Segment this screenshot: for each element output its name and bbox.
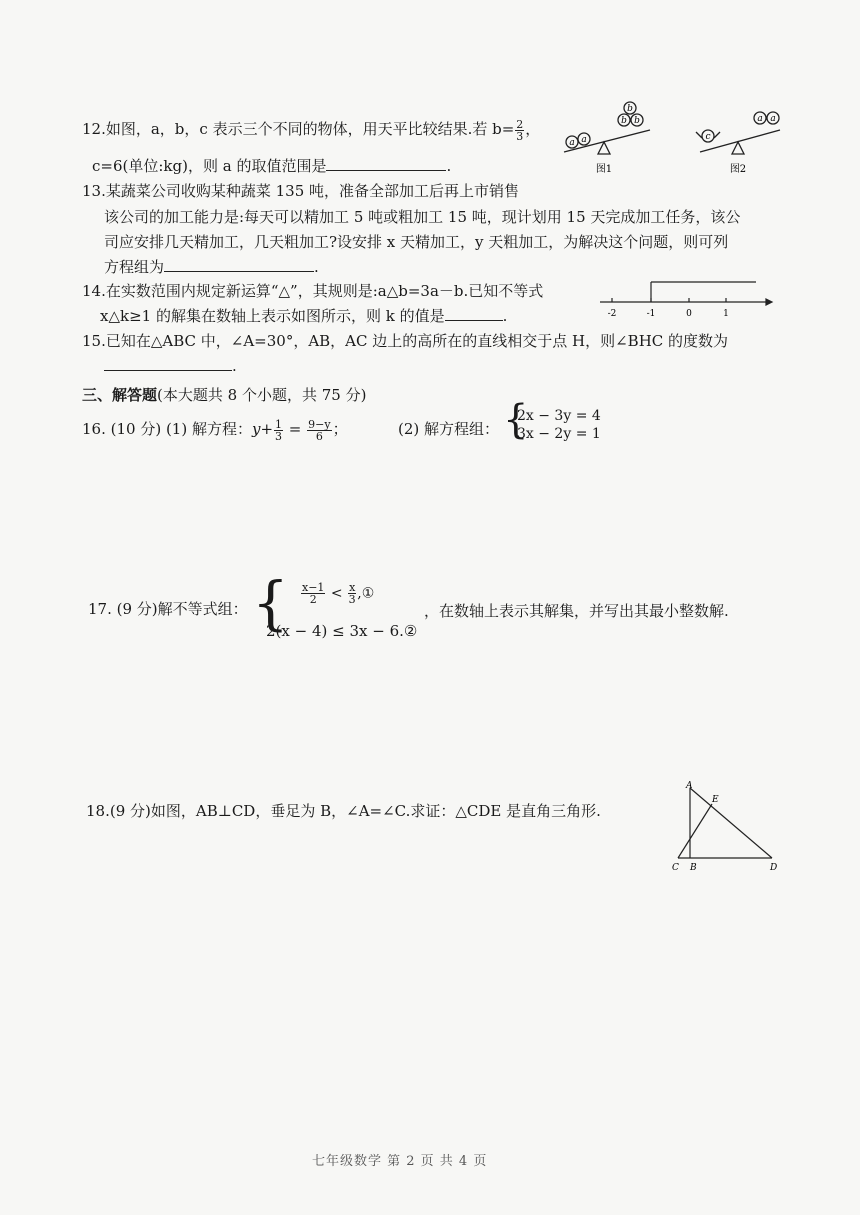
inequality-1: $\frac{x-1}{2}$ < $\frac{x}{3}$ ,①	[302, 581, 375, 606]
svg-text:b: b	[634, 116, 640, 126]
balance-figure-2	[688, 96, 798, 178]
q16-part1: 16. (10 分) (1) 解方程：y+ $\frac{1}{3}$ = $\frac{9-y}{6}$ ；	[82, 417, 348, 443]
svg-text:1: 1	[723, 309, 729, 319]
q15-line1: 15.已知在△ABC 中，∠A=30°，AB，AC 边上的高所在的直线相交于点 H，则∠BHC 的度数为	[82, 332, 729, 350]
svg-text:b: b	[621, 116, 627, 126]
number-line-q14	[596, 276, 776, 326]
svg-text:b: b	[627, 104, 633, 114]
q17-tail: ，在数轴上表示其解集，并写出其最小整数解.	[424, 602, 729, 620]
svg-text:a: a	[770, 114, 776, 124]
q12-text: 12.如图，a，b，c 表示三个不同的物体，用天平比较结果.若 b=	[82, 120, 515, 138]
fig2-caption: 图2	[729, 164, 747, 175]
system-brace: {	[503, 397, 529, 443]
svg-text:-2: -2	[607, 309, 617, 319]
svg-text:a: a	[757, 114, 763, 124]
q14-line1: 14.在实数范围内规定新运算“△”，其规则是:a△b=3a－b.已知不等式	[82, 282, 544, 300]
q17-label: 17. (9 分)解不等式组：	[88, 600, 248, 618]
svg-text:a: a	[569, 138, 575, 148]
q13-line1: 13.某蔬菜公司收购某种蔬菜 135 吨，准备全部加工后再上市销售	[82, 182, 520, 200]
balance-figure-1	[558, 96, 668, 178]
svg-text:0: 0	[686, 309, 692, 319]
q13-line3: 司应安排几天精加工，几天粗加工?设安排 x 天精加工，y 天粗加工，为解决这个问题，则可列	[104, 233, 729, 251]
section-heading: 三、解答题(本大题共 8 个小题，共 75 分)	[82, 386, 367, 404]
point-d: D	[770, 863, 778, 873]
q18-text: 18.(9 分)如图，AB⊥CD，垂足为 B，∠A=∠C.求证：△CDE 是直角三角形.	[86, 802, 601, 820]
system-eq-1: 2x − 3y = 4	[517, 408, 601, 424]
system-eq-2: 3x − 2y = 1	[517, 426, 601, 442]
q15-line2: .	[104, 356, 237, 375]
triangle-figure-q18	[670, 780, 790, 880]
q12-fraction: $\frac{2}{3}$	[516, 117, 524, 143]
fig1-caption: 图1	[595, 164, 613, 175]
point-b: B	[690, 863, 697, 873]
q13-line4: 方程组为 .	[104, 258, 319, 276]
answer-blank	[104, 356, 232, 371]
svg-text:-1: -1	[646, 309, 656, 319]
q13-line2: 该公司的加工能力是:每天可以精加工 5 吨或粗加工 15 吨，现计划用 15 天完成加工任务，该公	[104, 208, 741, 226]
answer-blank	[326, 156, 446, 171]
answer-blank	[445, 306, 503, 321]
answer-blank	[164, 257, 314, 272]
svg-text:a: a	[581, 135, 587, 145]
q16-part2: (2) 解方程组：	[398, 420, 500, 438]
point-c: C	[672, 863, 679, 873]
q12-line2: c=6(单位:kg)，则 a 的取值范围是 .	[92, 157, 452, 175]
point-a: A	[686, 781, 693, 791]
q12-line1: 12.如图，a，b，c 表示三个不同的物体，用天平比较结果.若 b= $\frac{2}{3}$ ，	[82, 117, 541, 143]
svg-text:c: c	[705, 132, 711, 142]
system-brace: {	[252, 569, 289, 637]
inequality-2: 2(x − 4) ≤ 3x − 6.②	[266, 622, 418, 640]
page-footer: 七年级数学 第 2 页 共 4 页	[312, 1154, 488, 1169]
point-e: E	[712, 795, 719, 805]
q14-line2: x△k≥1 的解集在数轴上表示如图所示，则 k 的值是 .	[100, 307, 508, 325]
